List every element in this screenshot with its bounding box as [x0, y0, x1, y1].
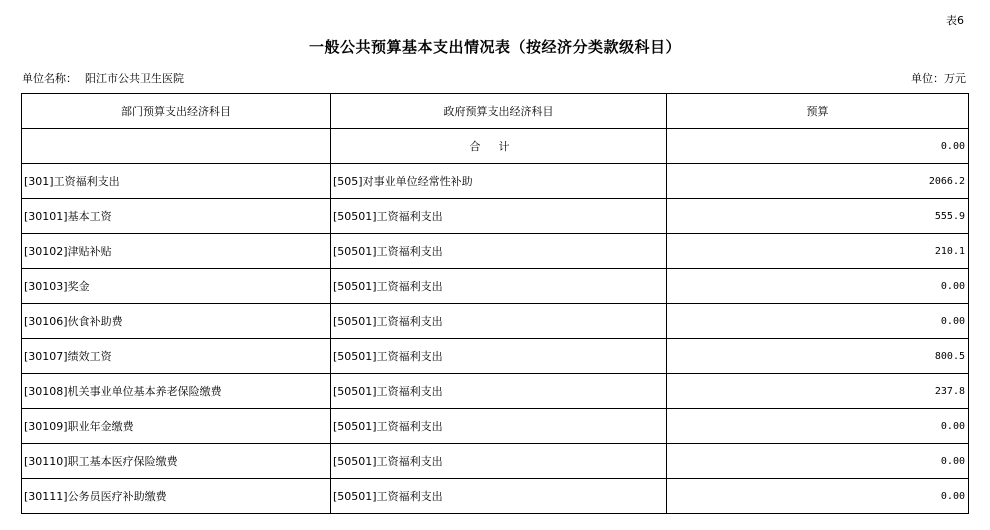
dept-subject-cell: [30107]绩效工资 [22, 339, 331, 374]
header-budget: 预算 [667, 94, 969, 129]
total-empty-cell [22, 129, 331, 164]
dept-subject-cell: [30110]职工基本医疗保险缴费 [22, 444, 331, 479]
table-row [22, 479, 969, 514]
gov-subject-cell: [50501]工资福利支出 [331, 269, 667, 304]
amount-cell: 0.00 [667, 269, 969, 304]
gov-subject-cell: [50501]工资福利支出 [331, 339, 667, 374]
total-value: 0.00 [667, 129, 969, 164]
header-row [22, 94, 969, 129]
table-number: 表6 [946, 14, 964, 27]
table-row [22, 374, 969, 409]
header-dept-subject: 部门预算支出经济科目 [22, 94, 331, 129]
currency-unit: 单位：万元 [911, 72, 966, 85]
table-row [22, 199, 969, 234]
amount-cell: 210.1 [667, 234, 969, 269]
gov-subject-cell: [50501]工资福利支出 [331, 409, 667, 444]
amount-cell: 555.9 [667, 199, 969, 234]
amount-cell: 0.00 [667, 409, 969, 444]
table-row [22, 444, 969, 479]
unit-name-label: 单位名称： [22, 72, 77, 85]
unit-name-value: 阳江市公共卫生医院 [85, 72, 184, 85]
unit-name [22, 70, 184, 86]
dept-subject-cell: [30111]公务员医疗补助缴费 [22, 479, 331, 514]
table-row [22, 409, 969, 444]
table-row [22, 234, 969, 269]
budget-table [21, 93, 969, 514]
dept-subject-cell: [30102]津贴补贴 [22, 234, 331, 269]
total-row [22, 129, 969, 164]
dept-subject-cell: [30106]伙食补助费 [22, 304, 331, 339]
page-title: 一般公共预算基本支出情况表（按经济分类款级科目） [308, 38, 681, 56]
gov-subject-cell: [505]对事业单位经常性补助 [331, 164, 667, 199]
gov-subject-cell: [50501]工资福利支出 [331, 304, 667, 339]
gov-subject-cell: [50501]工资福利支出 [331, 479, 667, 514]
table-row [22, 269, 969, 304]
gov-subject-cell: [50501]工资福利支出 [331, 199, 667, 234]
amount-cell: 2066.2 [667, 164, 969, 199]
dept-subject-cell: [30108]机关事业单位基本养老保险缴费 [22, 374, 331, 409]
table-row [22, 164, 969, 199]
dept-subject-cell: [30101]基本工资 [22, 199, 331, 234]
dept-subject-cell: [301]工资福利支出 [22, 164, 331, 199]
amount-cell: 237.8 [667, 374, 969, 409]
gov-subject-cell: [50501]工资福利支出 [331, 234, 667, 269]
amount-cell: 0.00 [667, 479, 969, 514]
amount-cell: 0.00 [667, 304, 969, 339]
gov-subject-cell: [50501]工资福利支出 [331, 444, 667, 479]
dept-subject-cell: [30103]奖金 [22, 269, 331, 304]
amount-cell: 0.00 [667, 444, 969, 479]
table-row [22, 339, 969, 374]
dept-subject-cell: [30109]职业年金缴费 [22, 409, 331, 444]
gov-subject-cell: [50501]工资福利支出 [331, 374, 667, 409]
amount-cell: 800.5 [667, 339, 969, 374]
table-row [22, 304, 969, 339]
header-gov-subject: 政府预算支出经济科目 [331, 94, 667, 129]
total-label: 合计 [331, 129, 667, 164]
